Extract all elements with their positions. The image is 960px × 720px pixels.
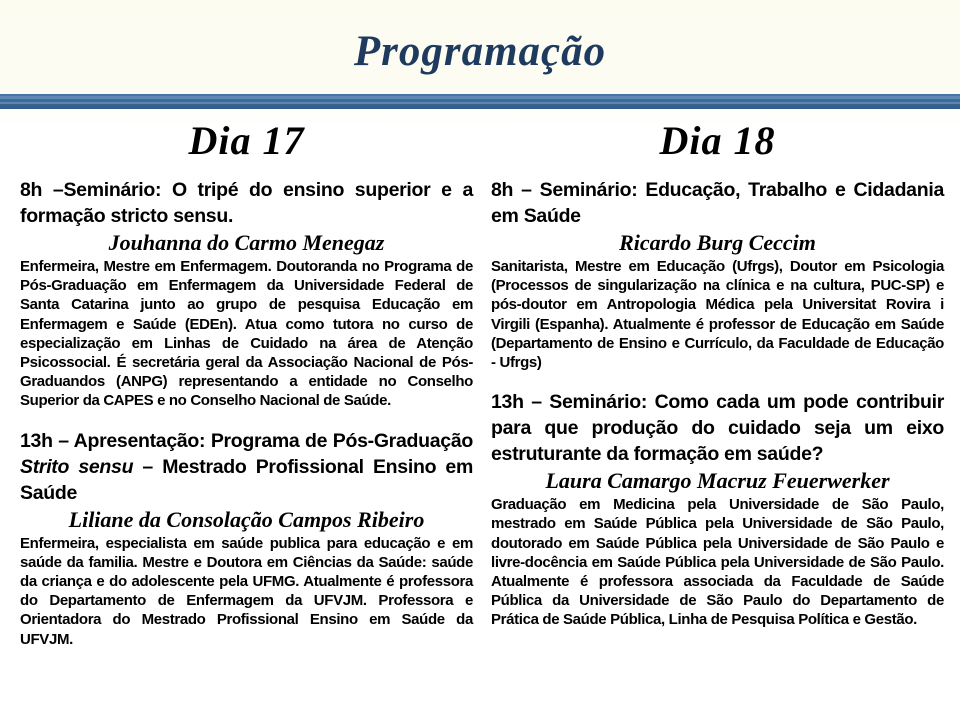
session-dia18-8h	[491, 177, 944, 372]
session-title-text: 13h – Apresentação: Programa de Pós-Graduação	[20, 429, 473, 452]
session-title	[20, 177, 473, 229]
column-header-dia-17: Dia 17	[188, 118, 305, 163]
divider-bar	[0, 94, 960, 109]
session-title-text: 8h – Seminário: Educação, Trabalho e Cidadania em Saúde	[491, 179, 944, 227]
speaker-bio: Graduação em Medicina pela Universidade de São Paulo, mestrado em Saúde Pública pela Universidade de São Paulo, doutorado em Saúde Pública pela Universidade de São Paulo e livre-docência em Saúde Pública pela Universidade de São Paulo. Atualmente é professora associada da Faculdade de Saúde Pública da Universidade de São Paulo do Departamento de Prática de Saúde Pública, Linha de Pesquisa Política e Gestão.	[491, 496, 944, 629]
speaker-name: Ricardo Burg Ceccim	[619, 230, 816, 255]
session-dia17-13h	[20, 428, 473, 649]
column-dia-17	[20, 109, 473, 649]
speaker-name: Liliane da Consolação Campos Ribeiro	[68, 506, 425, 532]
session-title	[20, 428, 473, 506]
session-dia17-8h	[20, 177, 473, 411]
speaker-bio: Enfermeira, especialista em saúde publica para educação e em saúde da familia. Mestre e Doutora em Ciências da Saúde: saúde da criança e do adolescente pela UFMG. Atualmente é professora do Departamento de Enfermagem da UFVJM. Professora e Orientadora do Mestrado Profissional Ensino em Saúde da UFVJM.	[20, 534, 473, 648]
session-title-text: 8h –Seminário: O tripé do ensino superior e a formação stricto sensu.	[20, 179, 473, 227]
speaker-name: Laura Camargo Macruz Feuerwerker	[545, 468, 890, 494]
session-dia18-13h	[491, 389, 944, 629]
columns-container	[0, 109, 960, 649]
speaker-bio: Enfermeira, Mestre em Enfermagem. Doutoranda no Programa de Pós-Graduação em Enfermagem da Universidade Federal de Santa Catarina junto ao grupo de pesquisa Educação em Enfermagem e Saúde (EDEn). Atua como tutora no curso de especialização em Linhas de Cuidado na área de Atenção Psicossocial. É secretária geral da Associação Nacional de Pós-Graduandos (ANPG) representando a entidade no Conselho Superior da CAPES e no Conselho Nacional de Saúde.	[20, 258, 473, 410]
session-title-text: 13h – Seminário: Como cada um pode contribuir para que produção do cuidado seja um eixo estruturante da formação em saúde?	[491, 391, 944, 466]
session-title	[491, 389, 944, 467]
column-dia-18	[491, 109, 944, 630]
page-title: Programação	[353, 28, 607, 75]
session-title-text: – Mestrado Profissional Ensino em Saúde	[20, 455, 473, 504]
session-title-italic: Strito sensu	[20, 455, 134, 478]
column-header-dia-18: Dia 18	[659, 118, 776, 163]
speaker-bio: Sanitarista, Mestre em Educação (Ufrgs), Doutor em Psicologia (Processos de singularização na clínica e na cultura, PUC-SP) e pós-doutor em Antropologia Médica pela Universitat Rovira i Virgili (Espanha). Atualmente é professor de Educação em Saúde (Departamento de Ensino e Currículo, da Faculdade de Educação - Ufrgs)	[491, 258, 944, 372]
session-title	[491, 177, 944, 229]
speaker-name: Jouhanna do Carmo Menegaz	[108, 230, 385, 255]
